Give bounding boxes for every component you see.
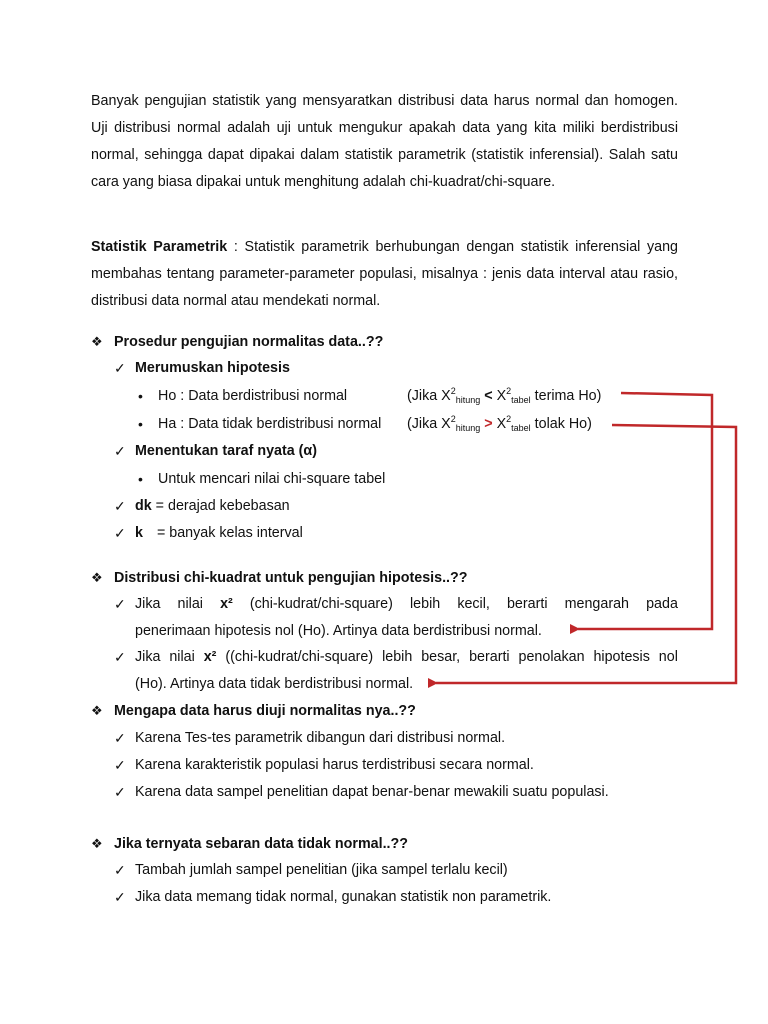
x2-larger-line1: Jika nilai x² ((chi-kudrat/chi-square) lebih besar, berarti penolakan hipotesis nol [135, 649, 678, 665]
diamond-bullet-icon: ❖ [91, 334, 103, 349]
check-icon: ✓ [114, 784, 126, 800]
ho-rule: (Jika $X^2_{hitung} < X^2_{tabel}$ terima Ho) [407, 386, 602, 405]
reason-item: Karena Tes-tes parametrik dibangun dari distribusi normal. [135, 730, 506, 746]
section3-title: Mengapa data harus diuji normalitas nya..?? [114, 703, 416, 719]
diamond-bullet-icon: ❖ [91, 570, 103, 585]
parametrik-definition: : Statistik parametrik berhubungan dengan statistik inferensial yang membahas tentang parameter-parameter populasi, misalnya : jenis data interval atau rasio, distribusi data normal atau mendekati normal. [91, 239, 678, 309]
check-icon: ✓ [114, 757, 126, 773]
check-icon: ✓ [114, 889, 126, 905]
dk-definition: dk = derajad kebebasan [135, 498, 290, 514]
solution-item: Jika data memang tidak normal, gunakan statistik non parametrik. [135, 889, 552, 905]
section1-title: Prosedur pengujian normalitas data..?? [114, 334, 384, 350]
check-icon: ✓ [114, 649, 126, 665]
diamond-bullet-icon: ❖ [91, 703, 103, 718]
solution-item: Tambah jumlah sampel penelitian (jika sampel terlalu kecil) [135, 862, 508, 878]
bullet-icon: • [138, 416, 143, 432]
step-merumuskan-hipotesis: Merumuskan hipotesis [135, 360, 290, 376]
x2-larger-line2: (Ho). Artinya data tidak berdistribusi normal. [135, 676, 414, 692]
arrow-ho-to-accept [578, 393, 712, 629]
ho-hypothesis: Ho : Data berdistribusi normal [158, 388, 348, 404]
ha-hypothesis: Ha : Data tidak berdistribusi normal [158, 416, 382, 432]
x2-smaller-line1: Jika nilai x² (chi-kudrat/chi-square) lebih kecil, berarti mengarah pada [135, 596, 678, 612]
bullet-icon: • [138, 471, 143, 487]
section4-title: Jika ternyata sebaran data tidak normal..?? [114, 836, 408, 852]
reason-item: Karena karakteristik populasi harus terdistribusi secara normal. [135, 757, 534, 773]
k-definition: k = banyak kelas interval [135, 525, 303, 541]
check-icon: ✓ [114, 498, 126, 514]
check-icon: ✓ [114, 360, 126, 376]
step-taraf-nyata: Menentukan taraf nyata (α) [135, 443, 317, 459]
check-icon: ✓ [114, 596, 126, 612]
intro-paragraph: Banyak pengujian statistik yang mensyaratkan distribusi data harus normal dan homogen. Uji distribusi normal adalah uji untuk mengukur apakah data yang kita miliki berdistribusi normal, sehingga dapat dipakai dalam statistik parametrik (statistik inferensial). Salah satu cara yang biasa dipakai untuk menghitung adalah chi-kuadrat/chi-square. [91, 93, 678, 190]
reason-item: Karena data sampel penelitian dapat benar-benar mewakili suatu populasi. [135, 784, 609, 800]
greater-than-sign: > [484, 416, 493, 432]
taraf-nyata-note: Untuk mencari nilai chi-square tabel [158, 471, 386, 487]
check-icon: ✓ [114, 525, 126, 541]
arrow-ha-to-reject [436, 425, 736, 683]
section2-title: Distribusi chi-kuadrat untuk pengujian hipotesis..?? [114, 570, 468, 586]
check-icon: ✓ [114, 443, 126, 459]
ha-rule: (Jika $X^2_{hitung} > X^2_{tabel}$ tolak Ho) [407, 414, 592, 433]
less-than-sign: < [484, 388, 493, 404]
x2-smaller-line2: penerimaan hipotesis nol (Ho). Artinya data berdistribusi normal. [135, 623, 542, 639]
diamond-bullet-icon: ❖ [91, 836, 103, 851]
check-icon: ✓ [114, 730, 126, 746]
bullet-icon: • [138, 388, 143, 404]
parametrik-term: Statistik Parametrik [91, 239, 228, 255]
check-icon: ✓ [114, 862, 126, 878]
